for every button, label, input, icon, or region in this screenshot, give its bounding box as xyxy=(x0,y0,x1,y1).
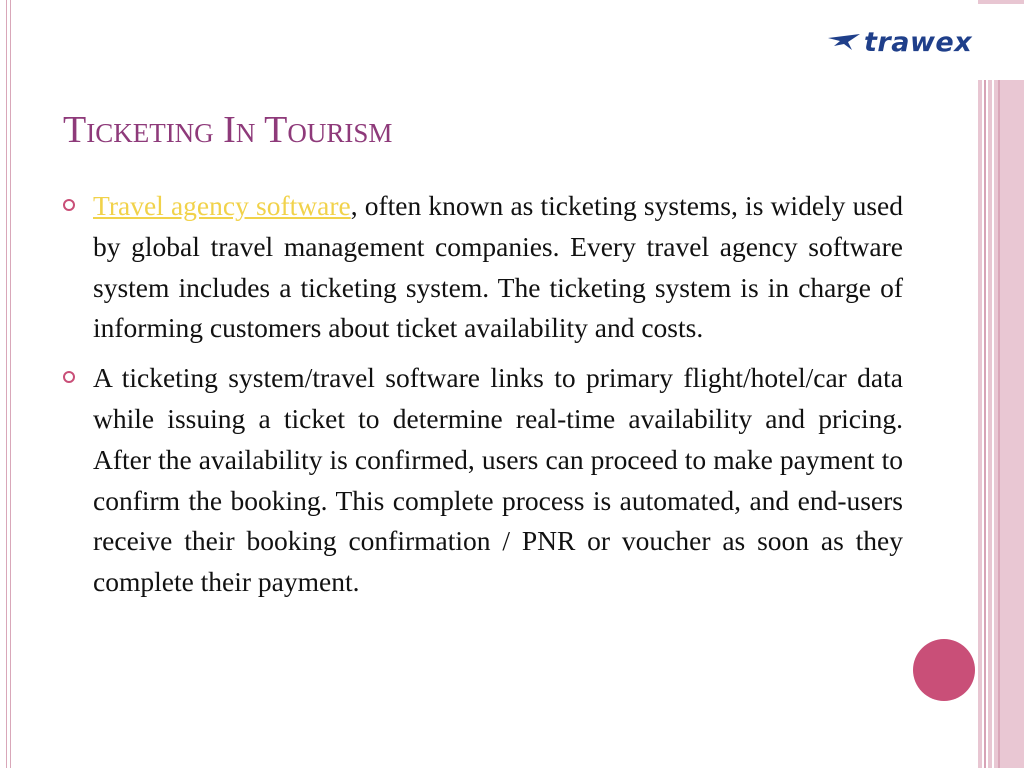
logo-text: trawex xyxy=(864,26,973,58)
bullet-text: , often known as ticketing systems, is widely used by global travel management companies. Every travel agency software system includes a ticketing system. The ticketing system is in charge of informing customers about ticket availability and costs. xyxy=(93,190,903,344)
bullet-list xyxy=(63,186,903,603)
right-stripe-decoration xyxy=(978,80,1024,768)
trawex-logo xyxy=(826,22,986,62)
accent-circle xyxy=(913,639,975,701)
bullet-text: A ticketing system/travel software links to primary flight/hotel/car data while issuing a ticket to determine real-time availability and pricing. After the availability is confirmed, users can proceed to make payment to confirm the booking. This complete process is automated, and end-users receive their booking confirmation / PNR or voucher as soon as they complete their payment. xyxy=(93,362,903,598)
plane-arrow-icon xyxy=(826,32,862,52)
stripe xyxy=(978,80,982,768)
stripe xyxy=(984,80,986,768)
stripe xyxy=(988,80,992,768)
stripe xyxy=(998,80,1000,768)
slide-title: Ticketing In Tourism xyxy=(63,109,393,151)
bullet-circle-icon xyxy=(63,371,75,383)
top-corner-decoration xyxy=(978,0,1024,4)
left-border-line xyxy=(6,0,7,768)
bullet-item xyxy=(63,358,903,603)
travel-agency-software-link[interactable]: Travel agency software xyxy=(93,190,351,221)
bullet-circle-icon xyxy=(63,199,75,211)
bullet-item xyxy=(63,186,903,349)
left-border-line xyxy=(10,0,11,768)
